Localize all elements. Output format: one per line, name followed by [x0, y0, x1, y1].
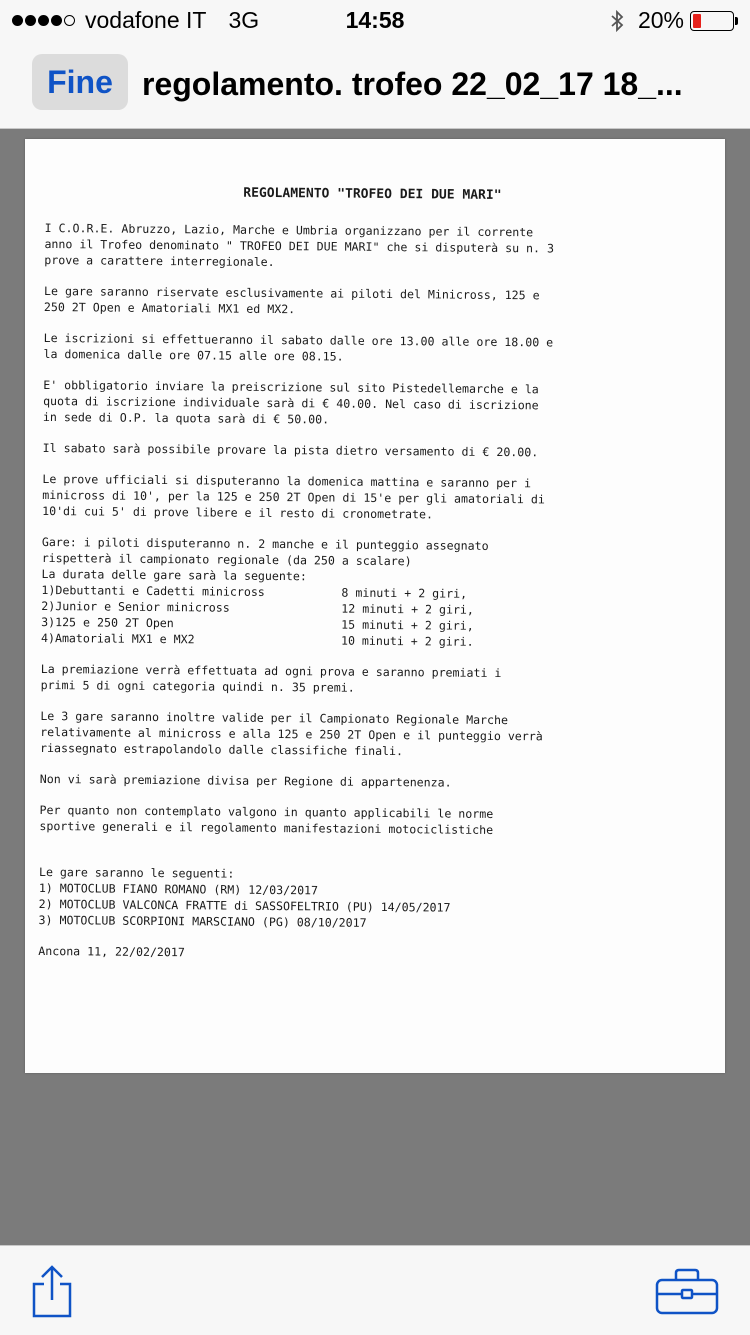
status-bar [0, 0, 750, 40]
doc-paragraph: E' obbligatorio inviare la preiscrizione sul sito Pistedellemarche e la quota di iscrizione individuale sarà di € 40.00. Nel caso di iscrizione in sede di O.P. la quota sarà di € 50.00. [42, 377, 539, 427]
race-duration: 8 minuti + 2 giri, [341, 585, 468, 601]
doc-paragraph: Gare: i piloti disputeranno n. 2 manche e il punteggio assegnato rispetterà il campionato regionale (da 250 a scalare) La durata delle gare sarà la seguente: [41, 534, 489, 584]
doc-signature: Ancona 11, 22/02/2017 [38, 943, 185, 960]
carrier-name: vodafone IT [85, 7, 207, 33]
toolbox-icon[interactable] [654, 1268, 720, 1316]
document-viewer[interactable] [0, 129, 750, 1245]
navigation-bar [0, 40, 750, 129]
race-duration: 12 minuti + 2 giri, [341, 601, 474, 617]
status-right [610, 7, 738, 34]
doc-paragraph: I C.O.R.E. Abruzzo, Lazio, Marche e Umbria organizzano per il corrente anno il Trofeo denominato " TROFEO DEI DUE MARI" che si disputerà su n. 3 prove a carattere interregionale. [44, 220, 555, 270]
doc-paragraph: Il sabato sarà possibile provare la pista dietro versamento di € 20.00. [42, 440, 539, 460]
document-text [38, 184, 700, 965]
doc-paragraph: La premiazione verrà effettuata ad ogni prova e saranno premiati i primi 5 di ogni categoria quindi n. 35 premi. [40, 661, 502, 695]
race-name: 4)Amatoriali MX1 e MX2 [40, 630, 195, 647]
doc-paragraph: Non vi sarà premiazione divisa per Regione di appartenenza. [39, 771, 452, 790]
doc-paragraph: Le prove ufficiali si disputeranno la domenica mattina e saranno per i minicross di 10', per la 125 e 250 2T Open di 15'e per gli amatoriali di 10'di cui 5' di prove libere e il resto di cronometrate. [42, 471, 545, 522]
race-list [41, 582, 697, 652]
doc-paragraph: Per quanto non contemplato valgono in quanto applicabili le norme sportive generali e il regolamento manifestazioni motociclistiche [39, 802, 494, 837]
battery-percent: 20% [637, 7, 684, 33]
network-type: 3G [228, 7, 260, 33]
event-list: Le gare saranno le seguenti: 1) MOTOCLUB FIANO ROMANO (RM) 12/03/2017 2) MOTOCLUB VALCONCA FRATTE di SASSOFELTRIO (PU) 14/05/2017 3) MOTOCLUB SCORPIONI MARSCIANO (PG) 08/10/2017 [38, 864, 451, 930]
doc-paragraph: Le 3 gare saranno inoltre valide per il Campionato Regionale Marche relativamente al minicross e alla 125 e 250 2T Open e il punteggio verrà riassegnato estrapolandolo dalle classifiche finali. [40, 708, 543, 759]
battery-tip [735, 17, 738, 25]
bottom-toolbar [0, 1245, 750, 1335]
doc-paragraph: Le iscrizioni si effettueranno il sabato dalle ore 13.00 alle ore 18.00 e la domenica dalle ore 07.15 alle ore 08.15. [43, 330, 554, 364]
race-duration: 15 minuti + 2 giri, [341, 617, 474, 633]
race-name: 1)Debuttanti e Cadetti minicross [41, 582, 265, 599]
doc-heading: REGOLAMENTO "TROFEO DEI DUE MARI" [243, 185, 502, 203]
battery-level [693, 14, 701, 28]
done-button[interactable]: Fine [32, 54, 128, 110]
share-icon[interactable] [30, 1264, 74, 1318]
battery-icon [690, 11, 734, 31]
doc-paragraph: Le gare saranno riservate esclusivamente ai piloti del Minicross, 125 e 250 2T Open e Amatoriali MX1 ed MX2. [43, 283, 540, 317]
status-time: 14:58 [345, 7, 405, 33]
document-page [25, 139, 725, 1073]
race-duration: 10 minuti + 2 giri. [340, 633, 474, 649]
document-title: regolamento. trofeo 22_02_17 18_... [142, 66, 683, 102]
bluetooth-icon [610, 9, 624, 33]
race-name: 2)Junior e Senior minicross [41, 598, 230, 615]
race-name: 3)125 e 250 2T Open [41, 614, 174, 631]
